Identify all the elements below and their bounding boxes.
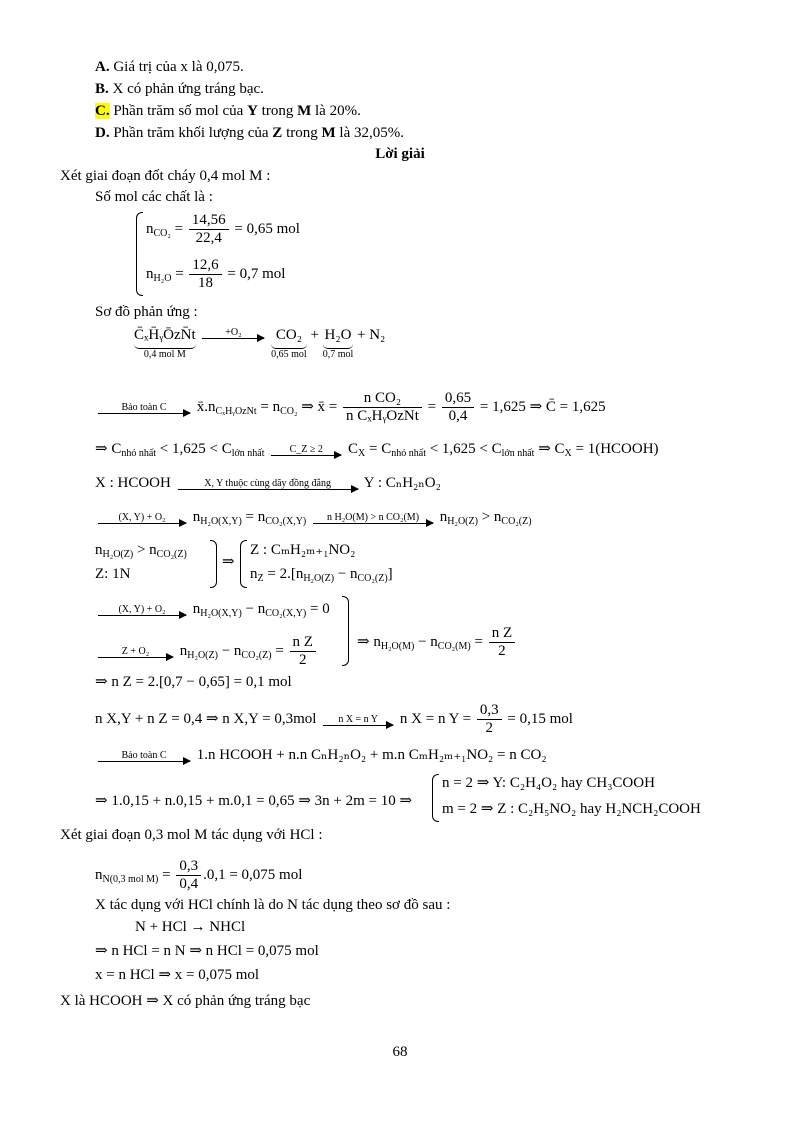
z-combustion-eq: Z + O₂ $n_{H_2O(Z)} - n_{CO_2(Z)}$ = $\frac{\text{n Z}}{2}$ bbox=[95, 634, 318, 669]
option-d: D. Phần trăm khối lượng của Z trong M là 32,05%. bbox=[95, 125, 404, 141]
option-c: C. Phần trăm số mol của Y trong M là 20%. bbox=[95, 103, 361, 119]
x-result-eq: x = n HCl ⇒ x = 0,075 mol bbox=[95, 967, 260, 983]
solution-title: Lời giải bbox=[375, 146, 425, 162]
option-b: B. X có phản ứng tráng bạc. bbox=[95, 81, 264, 97]
nz-formula: $n_Z = 2.[n_{H_2O(Z)} - n_{CO_2(Z)}]$ bbox=[250, 566, 393, 584]
z-condition-line1: $n_{H_2O(Z)} > n_{CO_2(Z)}$ bbox=[95, 542, 187, 560]
nitrogen-moles-eq: $n_{N(0,3 mol M)}$ = $\frac{0,3}{0,4}$ .0,1 = 0,075 mol bbox=[95, 858, 303, 892]
reaction-scheme: C̄ₓH̄ᵧŌzN̄t 0,4 mol M +O₂ CO₂ 0,65 mol + H₂O 0,7 mol + N₂ bbox=[134, 327, 386, 360]
combustion-arrow: +O₂ bbox=[202, 327, 264, 339]
option-a: A. Giá trị của x là 0,075. bbox=[95, 59, 244, 75]
answer-highlight: C. bbox=[95, 103, 110, 119]
z-identity: m = 2 ⇒ Z : C₂H₅NO₂ hay H₂NCH₂COOH bbox=[442, 801, 701, 817]
system-brace bbox=[136, 212, 143, 296]
y-identity: n = 2 ⇒ Y: C₂H₄O₂ hay CH₃COOH bbox=[442, 775, 655, 791]
n-h2o-line: $n_{H_2O}$ = $\frac{12,6}{18}$ = 0,7 mol bbox=[146, 257, 286, 291]
hcl-note: X tác dụng với HCl chính là do N tác dụng theo sơ đồ sau : bbox=[95, 897, 451, 913]
scheme-intro: Sơ đồ phản ứng : bbox=[95, 304, 198, 320]
co2-fraction: $\frac{14,56}{22,4}$ bbox=[189, 212, 229, 247]
page-number: 68 bbox=[392, 1044, 408, 1060]
h2o-fraction: $\frac{12,6}{18}$ bbox=[189, 257, 221, 292]
stage1-intro: Xét giai đoạn đốt cháy 0,4 mol M : bbox=[60, 168, 271, 184]
n-co2-line: $n_{CO_2}$ = $\frac{14,56}{22,4}$ = 0,65 mol bbox=[146, 212, 300, 246]
carbon-balance-2-eq: Bảo toàn C 1.n HCOOH + n.n CₙH₂ₙO₂ + m.n CₘH₂ₘ₊₁NO₂ = n CO₂ bbox=[95, 746, 547, 764]
nhcl-eq: ⇒ n HCl = n N ⇒ n HCl = 0,075 mol bbox=[95, 943, 319, 959]
water-co2-compare-eq: (X, Y) + O₂ $n_{H_2O(X,Y)} = n_{CO_2(X,Y)}$ n H₂O(M) > n CO₂(M) $n_{H_2O(Z)} > n_{CO_2(Z)}$ bbox=[95, 508, 532, 531]
z-condition-line2: Z: 1N bbox=[95, 566, 131, 582]
xy-combustion-eq: (X, Y) + O₂ $n_{H_2O(X,Y)} - n_{CO_2(X,Y)} = 0$ bbox=[95, 600, 330, 623]
nxy-eq: n X,Y + n Z = 0,4 ⇒ n X,Y = 0,3mol n X = n Y n X = n Y = $\frac{0,3}{2}$ = 0,15 mol bbox=[95, 702, 573, 736]
carbon-range-eq: ⇒ $C_{nhỏ nhất} < 1,625 < C_{lớn nhất}$ C_Z ≥ 2 $C_X = C_{nhỏ nhất} < 1,625 < C_{lớn nhất}$ ⇒ $C_X$ = 1(HCOOH) bbox=[95, 441, 659, 459]
moles-intro: Số mol các chất là : bbox=[95, 189, 213, 205]
z-formula: Z : CₘH₂ₘ₊₁NO₂ bbox=[250, 542, 356, 558]
nz-result-eq: ⇒ n Z = 2.[0,7 − 0,65] = 0,1 mol bbox=[95, 674, 292, 690]
solve-nm-eq: ⇒ 1.0,15 + n.0,15 + m.0,1 = 0,65 ⇒ 3n + 2m = 10 ⇒ bbox=[95, 793, 413, 809]
carbon-balance-eq: Bảo toàn C $x̄.n_{C_xHᵧOzNt} = n_{CO_2}$ ⇒ x̄ = $\frac{\text{n CO₂}}{\text{n CₓHᵧOzNt}}$ = $\frac{0,65}{0,4}$ = 1,625 ⇒ C̄ = 1,625 bbox=[95, 390, 606, 425]
m-balance-eq: ⇒ $n_{H_2O(M)} - n_{CO_2(M)}$ = $\frac{\text{n Z}}{2}$ bbox=[357, 625, 517, 660]
stage2-intro: Xét giai đoạn 0,3 mol M tác dụng với HCl : bbox=[60, 827, 323, 843]
hcl-reaction: N + HCl → NHCl bbox=[135, 919, 246, 935]
document-page: A. Giá trị của x là 0,075. B. X có phản ứng tráng bạc. C. Phần trăm số mol của Y trong M là 20%. D. Phần trăm khối lượng của Z trong M là 32,05%. Lời giải Xét giai đoạn đốt cháy 0,4 mol M : Số mol các chất là : $n_{CO_2}$ = $\frac{14,56}{22,4}$ = 0,65 mol $n_{H_2O}$ = $\frac{12,6}{18}$ = 0,7 mol Sơ đồ phản ứng : C̄ₓH̄ᵧŌzN̄t 0,4 mol M +O₂ CO₂ 0,65 mol + H₂O 0,7 mol + N₂ Bảo toàn C $x̄.n_{C_xHᵧOzNt} = n_{CO_2}$ ⇒ x̄ = $\frac{\text{n CO₂}}{\text{n CₓHᵧOzNt}}$ = $\frac{0,65}{0,4}$ = 1,625 ⇒ C̄ = 1,625 ⇒ $C_{nhỏ nhất} < 1,625 < C_{lớn nhất}$ C_Z ≥ 2 $C_X = C_{nhỏ nhất} < 1,625 < C_{lớn nhất}$ ⇒ $C_X$ = 1(HCOOH) X : HCOOH X, Y thuộc cùng dãy đồng đẳng Y : CₙH₂ₙO₂ (X, Y) + O₂ $n_{H_2O(X,Y)} = n_{CO_2(X,Y)}$ n H₂O(M) > n CO₂(M) $n_{H_2O(Z)} > n_{CO_2(Z)}$ $n_{H_2O(Z)} > n_{CO_2(Z)}$ Z: 1N ⇒ Z : CₘH₂ₘ₊₁NO₂ $n_Z = 2.[n_{H_2O(Z)} - n_{CO_2(Z)}]$ (X, Y) + O₂ $n_{H_2O(X,Y)} - n_{CO_2(X,Y)} = 0$ Z + O₂ $n_{H_2O(Z)} - n_{CO_2(Z)}$ = $\frac{\text{n Z}}{2}$ ⇒ $n_{H_2O(M)} - n_{CO_2(M)}$ = $\frac{\text{n Z}}{2}$ ⇒ n Z = 2.[0,7 − 0,65] = 0,1 mol n X,Y + n Z = 0,4 ⇒ n X,Y = 0,3mol n X = n Y n X = n Y = $\frac{0,3}{2}$ = 0,15 mol Bảo toàn C 1.n HCOOH + n.n CₙH₂ₙO₂ + m.n CₘH₂ₘ₊₁NO₂ = n CO₂ ⇒ 1.0,15 + n.0,15 + m.0,1 = 0,65 ⇒ 3n + 2m = 10 ⇒ n = 2 ⇒ Y: C₂H₄O₂ hay CH₃COOH m = 2 ⇒ Z : C₂H₅NO₂ hay H₂NCH₂COOH Xét giai đoạn 0,3 mol M tác dụng với HCl : $n_{N(0,3 mol M)}$ = $\frac{0,3}{0,4}$ .0,1 = 0,075 mol X tác dụng với HCl chính là do N tác dụng theo sơ đồ sau : N + HCl → NHCl ⇒ n HCl = n N ⇒ n HCl = 0,075 mol x = n HCl ⇒ x = 0,075 mol X là HCOOH ⇒ X có phản ứng tráng bạc 68 bbox=[0, 0, 800, 1131]
conclusion: X là HCOOH ⇒ X có phản ứng tráng bạc bbox=[60, 993, 311, 1009]
homologous-eq: X : HCOOH X, Y thuộc cùng dãy đồng đẳng Y : CₙH₂ₙO₂ bbox=[95, 475, 441, 491]
